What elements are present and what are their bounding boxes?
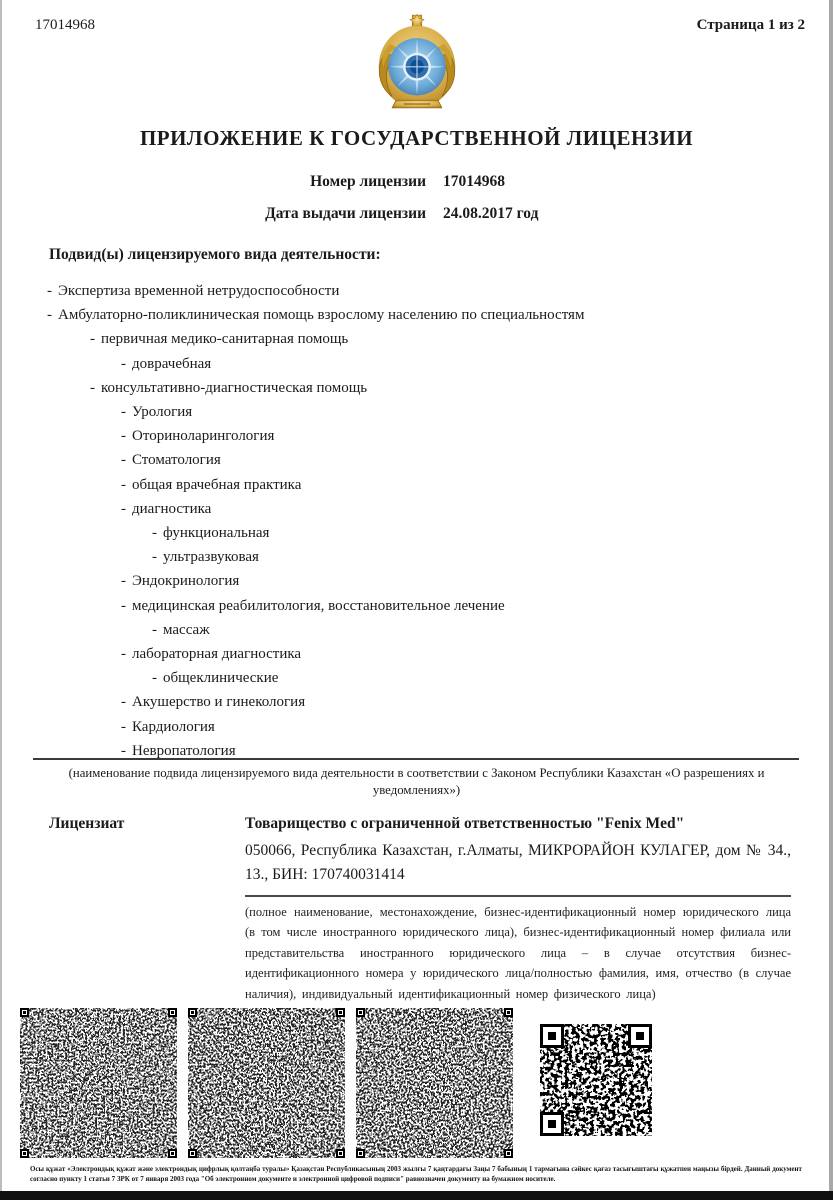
qr-finder-icon — [628, 1024, 652, 1048]
subtype-item-text: Эндокринология — [132, 573, 240, 590]
subtype-item-text: медицинская реабилитология, восстановительное лечение — [132, 597, 505, 614]
page-bottom-bar — [0, 1191, 833, 1200]
doc-number: 17014968 — [35, 17, 95, 33]
licensee-note: (полное наименование, местонахождение, бизнес-идентификационный номер юридического лица (в том числе иностранного юридического лица), бизнес-идентификационный номер филиала или представительства иностранного юридического лица – в случае отсутствия бизнес-идентификационного номера у юридического лица/полностью фамилия, имя, отчество (в случае наличия), индивидуальный идентификационный номер физического лица) — [245, 895, 791, 1004]
list-dash: - — [152, 670, 157, 687]
finder-mark-icon — [188, 1008, 197, 1017]
subtype-item-text: Акушерство и гинекология — [132, 694, 306, 711]
list-dash: - — [90, 379, 95, 396]
subtype-item — [0, 618, 833, 642]
license-number-row — [0, 173, 833, 195]
subtype-item — [0, 279, 833, 303]
subtype-item-text: Амбулаторно-поликлиническая помощь взрослому населению по специальностям — [58, 307, 585, 324]
subtype-item — [0, 521, 833, 545]
license-date-row — [0, 205, 833, 227]
barcode-finder-marks-3 — [356, 1008, 513, 1158]
list-dash: - — [47, 283, 52, 299]
list-dash: - — [121, 646, 126, 663]
finder-mark-icon — [168, 1149, 177, 1158]
finder-mark-icon — [20, 1149, 29, 1158]
subtype-item — [0, 497, 833, 521]
qr-finder-icon — [540, 1112, 564, 1136]
subtype-item-text: функциональная — [163, 525, 270, 542]
subtype-item — [0, 569, 833, 593]
subtype-item — [0, 327, 833, 351]
license-number-value: 17014968 — [443, 173, 505, 190]
subtype-item-text: Невропатология — [132, 742, 236, 759]
subtype-item — [0, 424, 833, 448]
finder-mark-icon — [504, 1149, 513, 1158]
activity-subtypes-list — [0, 279, 833, 763]
qr-finder-icon — [540, 1024, 564, 1048]
list-dash: - — [121, 428, 126, 445]
subtype-item-text: Урология — [132, 404, 193, 421]
finder-mark-icon — [188, 1149, 197, 1158]
finder-mark-icon — [356, 1149, 365, 1158]
subtype-item — [0, 376, 833, 400]
finder-mark-icon — [20, 1008, 29, 1017]
subtype-item — [0, 594, 833, 618]
subtype-item-text: первичная медико-санитарная помощь — [101, 331, 349, 348]
finder-mark-icon — [168, 1008, 177, 1017]
list-dash: - — [121, 500, 126, 517]
subtypes-caption: (наименование подвида лицензируемого вида деятельности в соответствии с Законом Республики Казахстан «О разрешениях и уведомлениях») — [68, 766, 765, 797]
subtype-item — [0, 715, 833, 739]
license-date-value: 24.08.2017 год — [443, 205, 539, 222]
subtype-item-text: Оториноларингология — [132, 428, 275, 445]
subtype-item-text: общеклинические — [163, 670, 279, 687]
finder-mark-icon — [336, 1149, 345, 1158]
subtype-item-text: диагностика — [132, 500, 212, 517]
subtype-item-text: Кардиология — [132, 718, 215, 735]
list-dash: - — [121, 476, 126, 493]
subtype-item — [0, 303, 833, 327]
list-dash: - — [152, 525, 157, 542]
page-indicator: Страница 1 из 2 — [696, 17, 805, 33]
list-dash: - — [121, 597, 126, 614]
kazakhstan-emblem-icon — [373, 11, 461, 113]
license-date-label: Дата выдачи лицензии — [265, 205, 426, 222]
finder-mark-icon — [336, 1008, 345, 1017]
subtype-item-text: доврачебная — [132, 355, 212, 372]
licensee-block — [245, 815, 791, 1004]
subtype-item-text: Экспертиза временной нетрудоспособности — [58, 283, 340, 299]
subtype-item-text: массаж — [163, 621, 210, 638]
barcode-finder-marks-1 — [20, 1008, 177, 1158]
licensee-address: 050066, Республика Казахстан, г.Алматы, МИКРОРАЙОН КУЛАГЕР, дом № 34., 13., БИН: 170740031414 — [245, 842, 791, 883]
list-dash: - — [47, 307, 52, 324]
subtype-item-text: консультативно-диагностическая помощь — [101, 379, 368, 396]
subtype-item — [0, 400, 833, 424]
subtype-item-text: ультразвуковая — [163, 549, 259, 566]
subtype-item — [0, 352, 833, 376]
licensee-label: Лицензиат — [49, 815, 125, 832]
finder-mark-icon — [504, 1008, 513, 1017]
license-number-label: Номер лицензии — [310, 173, 426, 190]
list-dash: - — [121, 694, 126, 711]
subtype-item-text: Стоматология — [132, 452, 221, 469]
list-dash: - — [121, 742, 126, 759]
list-dash: - — [121, 452, 126, 469]
finder-mark-icon — [356, 1008, 365, 1017]
subtype-item-text: лабораторная диагностика — [132, 646, 302, 663]
qr-finder-marks — [540, 1024, 652, 1136]
list-dash: - — [90, 331, 95, 348]
subtype-item — [0, 642, 833, 666]
list-dash: - — [121, 718, 126, 735]
list-dash: - — [121, 573, 126, 590]
subtype-item — [0, 666, 833, 690]
list-dash: - — [152, 621, 157, 638]
legal-footer: Осы құжат «Электрондық құжат және электрондық цифрлық қолтаңба туралы» Қазақстан Республикасының 2003 жылғы 7 қаңтардағы Заңы 7 бабының 1 тармағына сәйкес қағаз тасығыштағы құжатпен маңызы бірдей. Данный документ согласно пункту 1 статьи 7 ЗРК от 7 января 2003 года "Об электронном документе и электронной цифровой подписи" равнозначен документу на бумажном носителе. — [30, 1165, 802, 1183]
subtype-item — [0, 448, 833, 472]
list-dash: - — [121, 355, 126, 372]
subtype-item-text: общая врачебная практика — [132, 476, 302, 493]
subtype-item — [0, 690, 833, 714]
licensee-name: Товарищество с ограниченной ответственностью "Fenix Med" — [245, 815, 685, 832]
subtype-item — [0, 545, 833, 569]
subtype-item — [0, 473, 833, 497]
subtypes-heading: Подвид(ы) лицензируемого вида деятельности: — [49, 246, 381, 263]
barcode-finder-marks-2 — [188, 1008, 345, 1158]
separator-line — [33, 758, 799, 760]
document-title: ПРИЛОЖЕНИЕ К ГОСУДАРСТВЕННОЙ ЛИЦЕНЗИИ — [139, 126, 694, 150]
list-dash: - — [152, 549, 157, 566]
list-dash: - — [121, 404, 126, 421]
